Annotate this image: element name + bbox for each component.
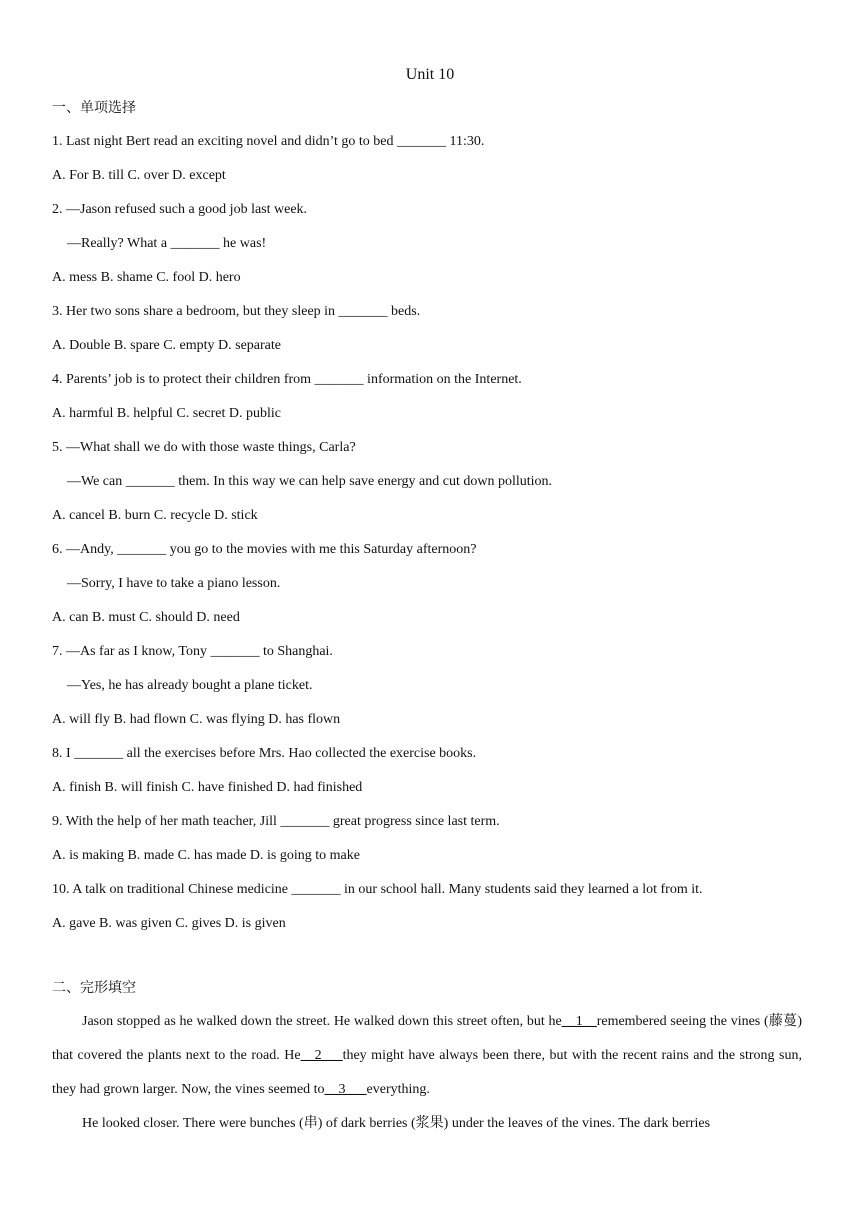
question-5-options: A. cancel B. burn C. recycle D. stick [52, 508, 258, 523]
question-2-options: A. mess B. shame C. fool D. hero [52, 270, 241, 285]
question-5: 5. —What shall we do with those waste things, Carla? [52, 440, 356, 455]
passage-text: they might have always been there, but with the recent rains and the strong sun, they had grown larger. Now, the vines seemed to [52, 1048, 802, 1097]
passage-text: everything. [366, 1082, 430, 1097]
question-8-options: A. finish B. will finish C. have finished D. had finished [52, 780, 363, 795]
question-7: 7. —As far as I know, Tony _______ to Shanghai. [52, 644, 333, 659]
question-6: 6. —Andy, _______ you go to the movies with me this Saturday afternoon? [52, 542, 477, 557]
section-heading-cloze: 二、完形填空 [52, 980, 136, 996]
question-3-options: A. Double B. spare C. empty D. separate [52, 338, 281, 353]
cloze-passage [52, 1005, 802, 1141]
passage-paragraph-2: He looked closer. There were bunches (串) of dark berries (浆果) under the leaves of the vines. The dark berries [82, 1116, 711, 1131]
question-7-options: A. will fly B. had flown C. was flying D. has flown [52, 712, 341, 727]
question-3: 3. Her two sons share a bedroom, but they sleep in _______ beds. [52, 304, 421, 319]
question-10: 10. A talk on traditional Chinese medicine _______ in our school hall. Many students said they learned a lot from it. [52, 882, 703, 897]
passage-text: Jason stopped as he walked down the street. He walked down this street often, but he [82, 1014, 562, 1029]
passage-text: remembered seeing the vines (藤蔓) that covered the plants next to the road. He [52, 1014, 802, 1063]
section-heading-multiple-choice: 一、单项选择 [52, 100, 136, 116]
question-7-response: —Yes, he has already bought a plane ticket. [67, 678, 313, 693]
question-9: 9. With the help of her math teacher, Jill _______ great progress since last term. [52, 814, 500, 829]
blank-2: __2___ [300, 1048, 343, 1063]
question-10-options: A. gave B. was given C. gives D. is given [52, 916, 286, 931]
question-1-options: A. For B. till C. over D. except [52, 168, 226, 183]
question-6-options: A. can B. must C. should D. need [52, 610, 240, 625]
page-title: Unit 10 [405, 66, 455, 83]
blank-1: __1__ [561, 1014, 597, 1029]
question-9-options: A. is making B. made C. has made D. is going to make [52, 848, 360, 863]
question-5-response: —We can _______ them. In this way we can help save energy and cut down pollution. [67, 474, 552, 489]
passage-paragraph-1 [52, 1005, 802, 1107]
question-4-options: A. harmful B. helpful C. secret D. public [52, 406, 282, 421]
question-1: 1. Last night Bert read an exciting novel and didn’t go to bed _______ 11:30. [52, 134, 485, 149]
question-2: 2. —Jason refused such a good job last week. [52, 202, 308, 217]
question-6-response: —Sorry, I have to take a piano lesson. [67, 576, 281, 591]
question-4: 4. Parents’ job is to protect their children from _______ information on the Internet. [52, 372, 522, 387]
question-2-response: —Really? What a _______ he was! [67, 236, 267, 251]
blank-3: __3___ [324, 1082, 367, 1097]
question-8: 8. I _______ all the exercises before Mrs. Hao collected the exercise books. [52, 746, 477, 761]
